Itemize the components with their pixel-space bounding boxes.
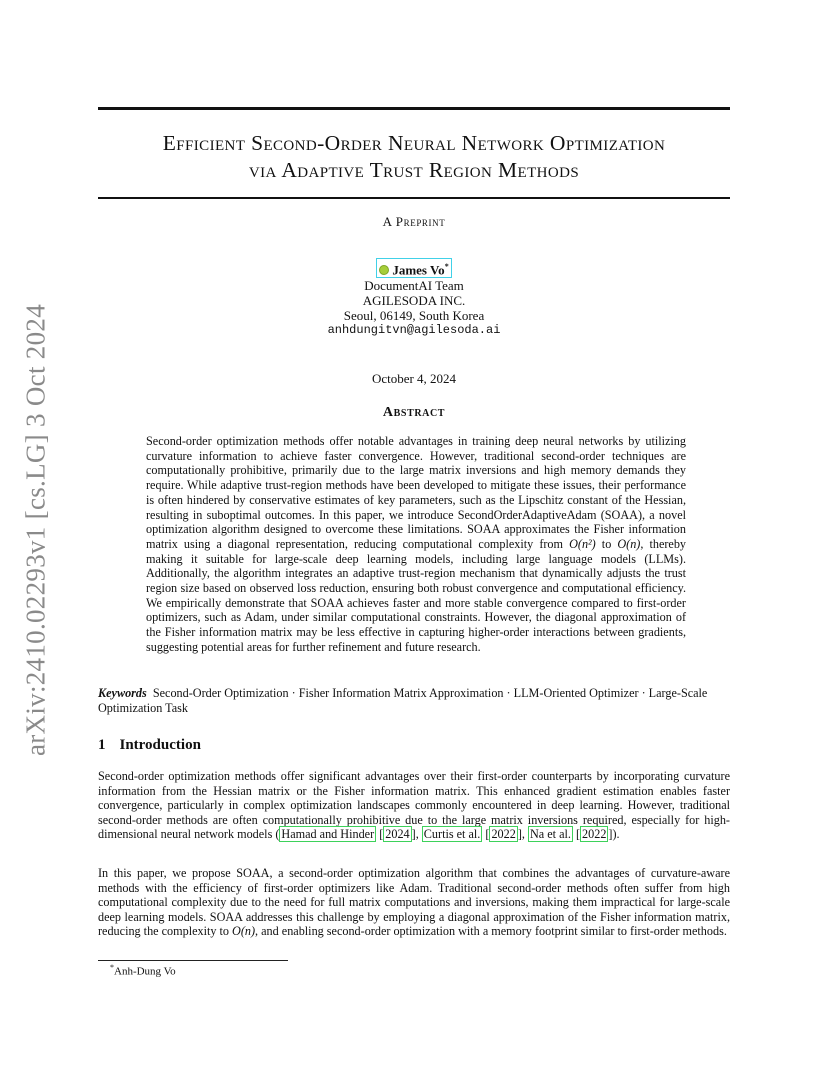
abstract-part-a: Second-order optimization methods offer notable advantages in training deep neural networks by utilizing curvature information to achieve faster convergence. However, traditional second-order techniques are computationally prohibitive, primarily due to the large matrix inversions and high memory demands they require. While adaptive trust-region methods have been developed to mitigate these issues, their performance is often hindered by conservative estimates of key parameters, such as the Lipschitz constant of the Hessian, resulting in suboptimal outcomes. In this paper, we introduce SecondOrderAdaptiveAdam (SOAA), a novel optimization algorithm designed to overcome these limitations. SOAA approximates the Fisher information matrix using a diagonal representation, reducing computational complexity from [146,434,686,551]
preprint-label: A Preprint [382,214,446,229]
citation-year-link[interactable] [580,826,608,842]
title-line-2: via Adaptive Trust Region Methods [248,158,580,182]
keywords-list: Second-Order Optimization · Fisher Information Matrix Approximation · LLM-Oriented Optimizer · Large-Scale Optimization Task [98,686,708,715]
abstract-text [146,434,686,655]
footnote [110,963,176,978]
keywords-label: Keywords [98,686,147,700]
intro-p1-end: ). [612,827,620,842]
title-line-1: Efficient Second-Order Neural Network Optimization [162,131,666,155]
footnote-mark: * [110,963,114,972]
intro-p2-text-b: , and enabling second-order optimization with a memory footprint similar to first-order methods. [255,924,727,939]
citation-authors: Hamad and Hinder [281,827,375,842]
intro-p1-text: Second-order optimization methods offer significant advantages over their first-order counterparts by incorporating curvature information from the Hessian matrix or the Fisher information matrix. This enhanced gradient estimation enables faster convergence, particularly in complex optimization landscapes commonly encountered in deep learning. However, traditional second-order methods are often computationally prohibitive due to the large matrix inversions required, especially for high-dimensional neural network models ( [98,769,730,842]
intro-paragraph-2 [98,866,730,939]
math-complexity-linear: O(n) [232,924,256,939]
author-email: anhdungitvn@agilesoda.ai [327,323,501,338]
citation-year: 2022 [491,827,516,842]
arxiv-stamp [14,300,58,760]
footnote-text: Anh-Dung Vo [114,965,176,978]
orcid-icon[interactable] [379,265,389,275]
section-number: 1 [98,737,106,753]
citation-link[interactable] [422,826,483,842]
author-block [98,258,730,338]
section-heading [98,737,201,754]
author-name: James Vo [392,262,445,278]
paper-title [98,130,730,184]
section-title: Introduction [119,737,201,753]
abstract-part-b: to [595,536,618,551]
author-company: AGILESODA INC. [362,293,466,309]
paper-date: October 4, 2024 [371,371,457,386]
citation-link[interactable] [528,826,573,842]
footnote-rule [98,960,288,961]
math-complexity-quadratic: O(n²) [569,536,596,551]
citation-year: 2022 [582,827,607,842]
intro-paragraph-1: Second-order optimization methods offer significant advantages over their first-order counterparts by incorporating curvature information from the Hessian matrix or the Fisher information matrix. This enhanced gradient estimation enables faster convergence, particularly in complex optimization landscapes commonly encountered in deep learning. However, traditional second-order methods are often computationally prohibitive due to the large matrix inversions required, especially for high-dimensional neural network models ( Hamad and Hinder [ 2024 ], Curtis et al. [ 2022 ], Na et al. [ 2022 ]). [98,769,730,842]
citation-year-link[interactable] [383,826,411,842]
intro-p2-text-a: In this paper, we propose SOAA, a second-order optimization algorithm that combines the advantages of curvature-aware methods with the efficiency of first-order optimizers like Adam. Traditional second-order methods often suffer from high computational complexity due to the need for full matrix computations and inversions, making them impractical for large-scale deep learning models. SOAA addresses this challenge by employing a diagonal approximation of the Fisher information matrix, reducing the complexity to [98,866,730,939]
author-team: DocumentAI Team [364,278,464,294]
title-bottom-rule [98,197,730,199]
title-top-rule [98,107,730,110]
arxiv-stamp-text: arXiv:2410.02293v1 [cs.LG] 3 Oct 2024 [20,303,51,757]
author-link[interactable] [376,258,451,278]
citation-authors: Na et al. [529,827,571,842]
abstract-heading: Abstract [382,405,446,420]
keywords [98,686,730,716]
math-complexity-linear: O(n) [617,536,641,551]
abstract-part-c: , thereby making it suitable for large-scale deep learning models, including large language models (LLMs). Additionally, the algorithm integrates an adaptive trust-region mechanism that dynamically adjusts the trust region size based on observed loss reduction, ensuring both robust convergence and computational efficiency. We empirically demonstrate that SOAA achieves faster and more stable convergence compared to first-order optimizers, such as Adam, under similar computational constraints. However, the diagonal approximation of the Fisher information matrix may be less effective in capturing higher-order interactions between gradients, suggesting potential areas for further refinement and future research. [146,536,687,654]
author-location: Seoul, 06149, South Korea [343,308,485,324]
citation-link[interactable] [279,826,376,842]
citation-authors: Curtis et al. [423,827,481,842]
citation-year-link[interactable] [489,826,517,842]
author-footnote-mark: * [444,262,449,271]
citation-year: 2024 [385,827,410,842]
